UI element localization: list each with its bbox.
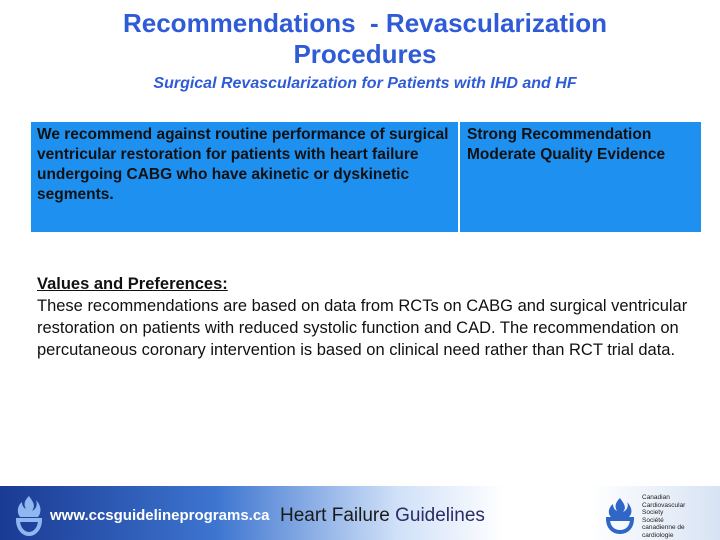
recommendation-statement-cell [31, 122, 458, 232]
values-and-preferences [37, 273, 697, 361]
society-line: Society [642, 509, 664, 516]
values-body: These recommendations are based on data from RCTs on CABG and surgical ventricular restoration on patients with reduced systolic function and CAD. The recommendation on percutaneous coronary intervention is based on clinical need rather than RCT trial data. [37, 297, 688, 359]
recommendation-table [31, 122, 701, 232]
slide-subtitle: Surgical Revascularization for Patients with IHD and HF [153, 75, 577, 92]
slide-title-line1: Recommendations - Revascularization [122, 8, 608, 38]
society-line: cardiologie [642, 531, 674, 539]
slide-title-line2: Procedures [293, 39, 437, 69]
ccs-flame-heart-logo-icon [602, 496, 638, 534]
recommendation-statement: We recommend against routine performance of surgical ventricular restoration for patients with heart failure undergoing CABG who have akinetic or dyskinetic segments. [37, 126, 449, 203]
recommendation-grade-cell [460, 122, 701, 232]
society-name [642, 494, 717, 539]
society-line: Canadian [642, 494, 670, 501]
values-heading: Values and Preferences: [37, 275, 228, 293]
recommendation-quality: Moderate Quality Evidence [467, 146, 666, 163]
ccs-flame-heart-logo-icon [12, 492, 46, 536]
recommendation-strength: Strong Recommendation [467, 126, 652, 143]
society-line: Cardiovascular [642, 501, 686, 509]
footer-guidelines-label [280, 505, 485, 527]
slide-title [60, 8, 670, 70]
footer-url-link[interactable]: www.ccsguidelineprograms.ca [50, 507, 270, 524]
footer-guidelines-prefix: Heart Failure [280, 505, 396, 526]
footer-guidelines-accent: Guidelines [395, 505, 485, 526]
society-line: Société [642, 516, 664, 524]
society-line: canadienne de [642, 524, 685, 531]
